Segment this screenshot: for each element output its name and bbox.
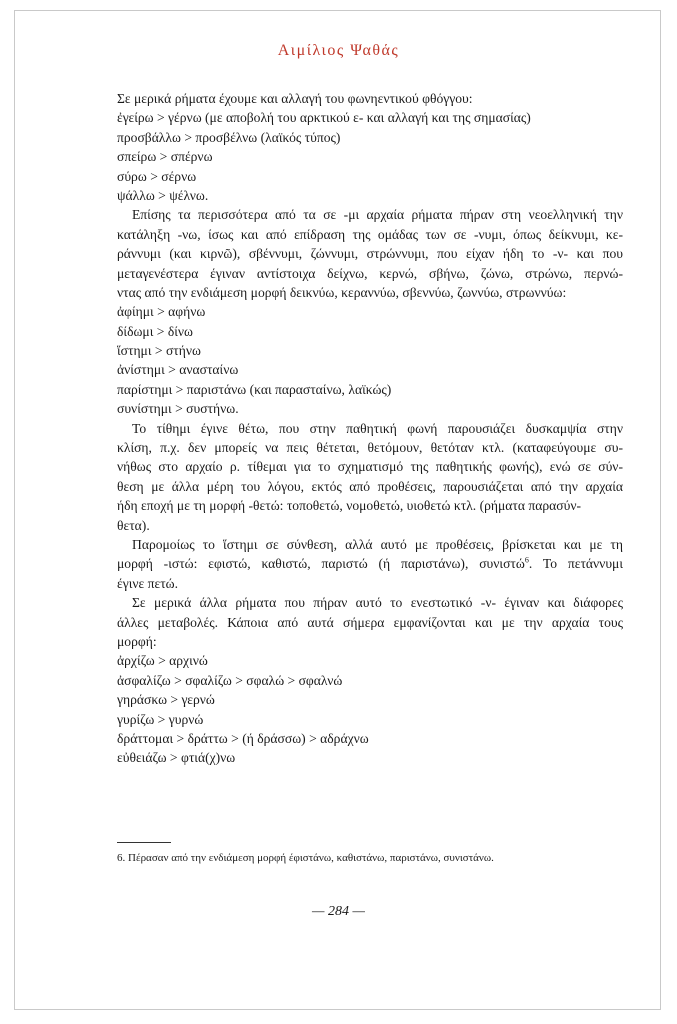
footnote-divider <box>117 842 171 843</box>
text-line: γυρίζω > γυρνώ <box>117 711 204 727</box>
page-number: — 284 — <box>312 904 365 919</box>
text-span: μορφή -ιστώ: εφιστώ, καθιστώ, παριστώ (ή παριστάνω), συνιστώ <box>117 556 525 572</box>
footnote: 6. Πέρασαν από την ενδιάμεση μορφή έφιστάνω, καθιστάνω, παριστάνω, συνιστάνω. <box>117 852 494 864</box>
text-line: παρίστημι > παριστάνω (και παρασταίνω, λαϊκώς) <box>117 381 392 397</box>
text-line: γηράσκω > γερνώ <box>117 692 215 708</box>
text-line: θετα). <box>117 517 150 533</box>
text-line: ἀρχίζω > αρχινώ <box>117 653 208 669</box>
text-line: Σε μερικά ρήματα έχουμε και αλλαγή του φωνηεντικού φθόγγου: <box>117 91 473 106</box>
running-header: Αιμίλιος Ψαθάς <box>277 42 400 59</box>
text-line: σύρω > σέρνω <box>117 168 197 184</box>
text-line: προσβάλλω > προσβέλνω (λαϊκός τύπος) <box>117 129 341 145</box>
footnote-marker: 6 <box>524 555 529 565</box>
text-line: έγινε πετώ. <box>117 575 179 591</box>
text-line: Παρομοίως το ἵστημι σε σύνθεση, αλλά αυτό με προθέσεις, βρίσκεται και με τη <box>132 536 623 552</box>
text-line: ψάλλω > ψέλνω. <box>117 187 209 203</box>
text-line: μεταγενέστερα έγιναν αντίστοιχα δείχνω, κερνώ, σβήνω, ζώνω, στρώνω, περνώ- <box>117 265 623 281</box>
text-line: μορφή: <box>117 633 157 649</box>
text-line: κατάληξη -νω, ίσως και από επίδραση της ομάδας των σε -νυμι, όπως δείκνυμι, κε- <box>117 226 623 242</box>
text-line: Επίσης τα περισσότερα από τα σε -μι αρχαία ρήματα πήραν στη νεοελληνική την <box>132 207 623 223</box>
text-line: ἀσφαλίζω > σφαλίζω > σφαλώ > σφαλνώ <box>117 672 343 688</box>
text-span: . Το πετάννυμι <box>528 556 623 572</box>
text-line: νήθως στο αρχαίο ρ. τίθεμαι για το σχηματισμό της παθητικής φωνής), ενώ σε σύν- <box>117 459 623 475</box>
text-line: ἵστημι > στήνω <box>117 343 201 359</box>
text-line: εὐθειάζω > φτιά(χ)νω <box>117 750 236 766</box>
text-line: Το τίθημι έγινε θέτω, που στην παθητική φωνή παρουσιάζει δυσκαμψία στην <box>132 420 623 436</box>
text-line <box>117 554 623 573</box>
text-line: ἀνίστημι > ανασταίνω <box>117 362 239 378</box>
text-line: κλίση, π.χ. δεν μπορείς να πεις θέτεται, θετόμουν, θετόταν κτλ. (καταφεύγουμε συ- <box>117 440 623 456</box>
text-line: ντας από την ενδιάμεση μορφή δεικνύω, κεραννύω, σβεννύω, ζωννύω, στρωννύω: <box>117 284 567 300</box>
text-line: δράττομαι > δράττω > (ή δράσσω) > αδράχνω <box>117 730 369 746</box>
text-line: σπείρω > σπέρνω <box>117 149 213 165</box>
text-line: θεση με άλλα μέρη του λόγου, εκτός από προθέσεις, παρουσιάζεται από την αρχαία <box>117 478 623 494</box>
text-line: συνίστημι > συστήνω. <box>117 401 239 417</box>
text-line: δίδωμι > δίνω <box>117 323 193 339</box>
text-line: ήδη εποχή με τη μορφή -θετώ: τοποθετώ, νομοθετώ, υιοθετώ κτλ. (ρήματα παρασύν- <box>117 498 581 514</box>
text-line: ἐγείρω > γέρνω (με αποβολή του αρκτικού ε- και αλλαγή και της σημασίας) <box>117 110 531 126</box>
text-line: Σε μερικά άλλα ρήματα που πήραν αυτό το ενεστωτικό -ν- έγιναν και διάφορες <box>132 595 623 611</box>
text-line: ράννυμι (και κιρνῶ), σβέννυμι, ζώννυμι, στρώννυμι, που είχαν ήδη το -ν- και που <box>117 246 623 262</box>
text-line: ἀφίημι > αφήνω <box>117 304 206 320</box>
body-text <box>117 89 623 768</box>
text-line: άλλες μεταβολές. Κάποια από αυτά σήμερα εμφανίζονται και με την αρχαία τους <box>117 614 623 630</box>
